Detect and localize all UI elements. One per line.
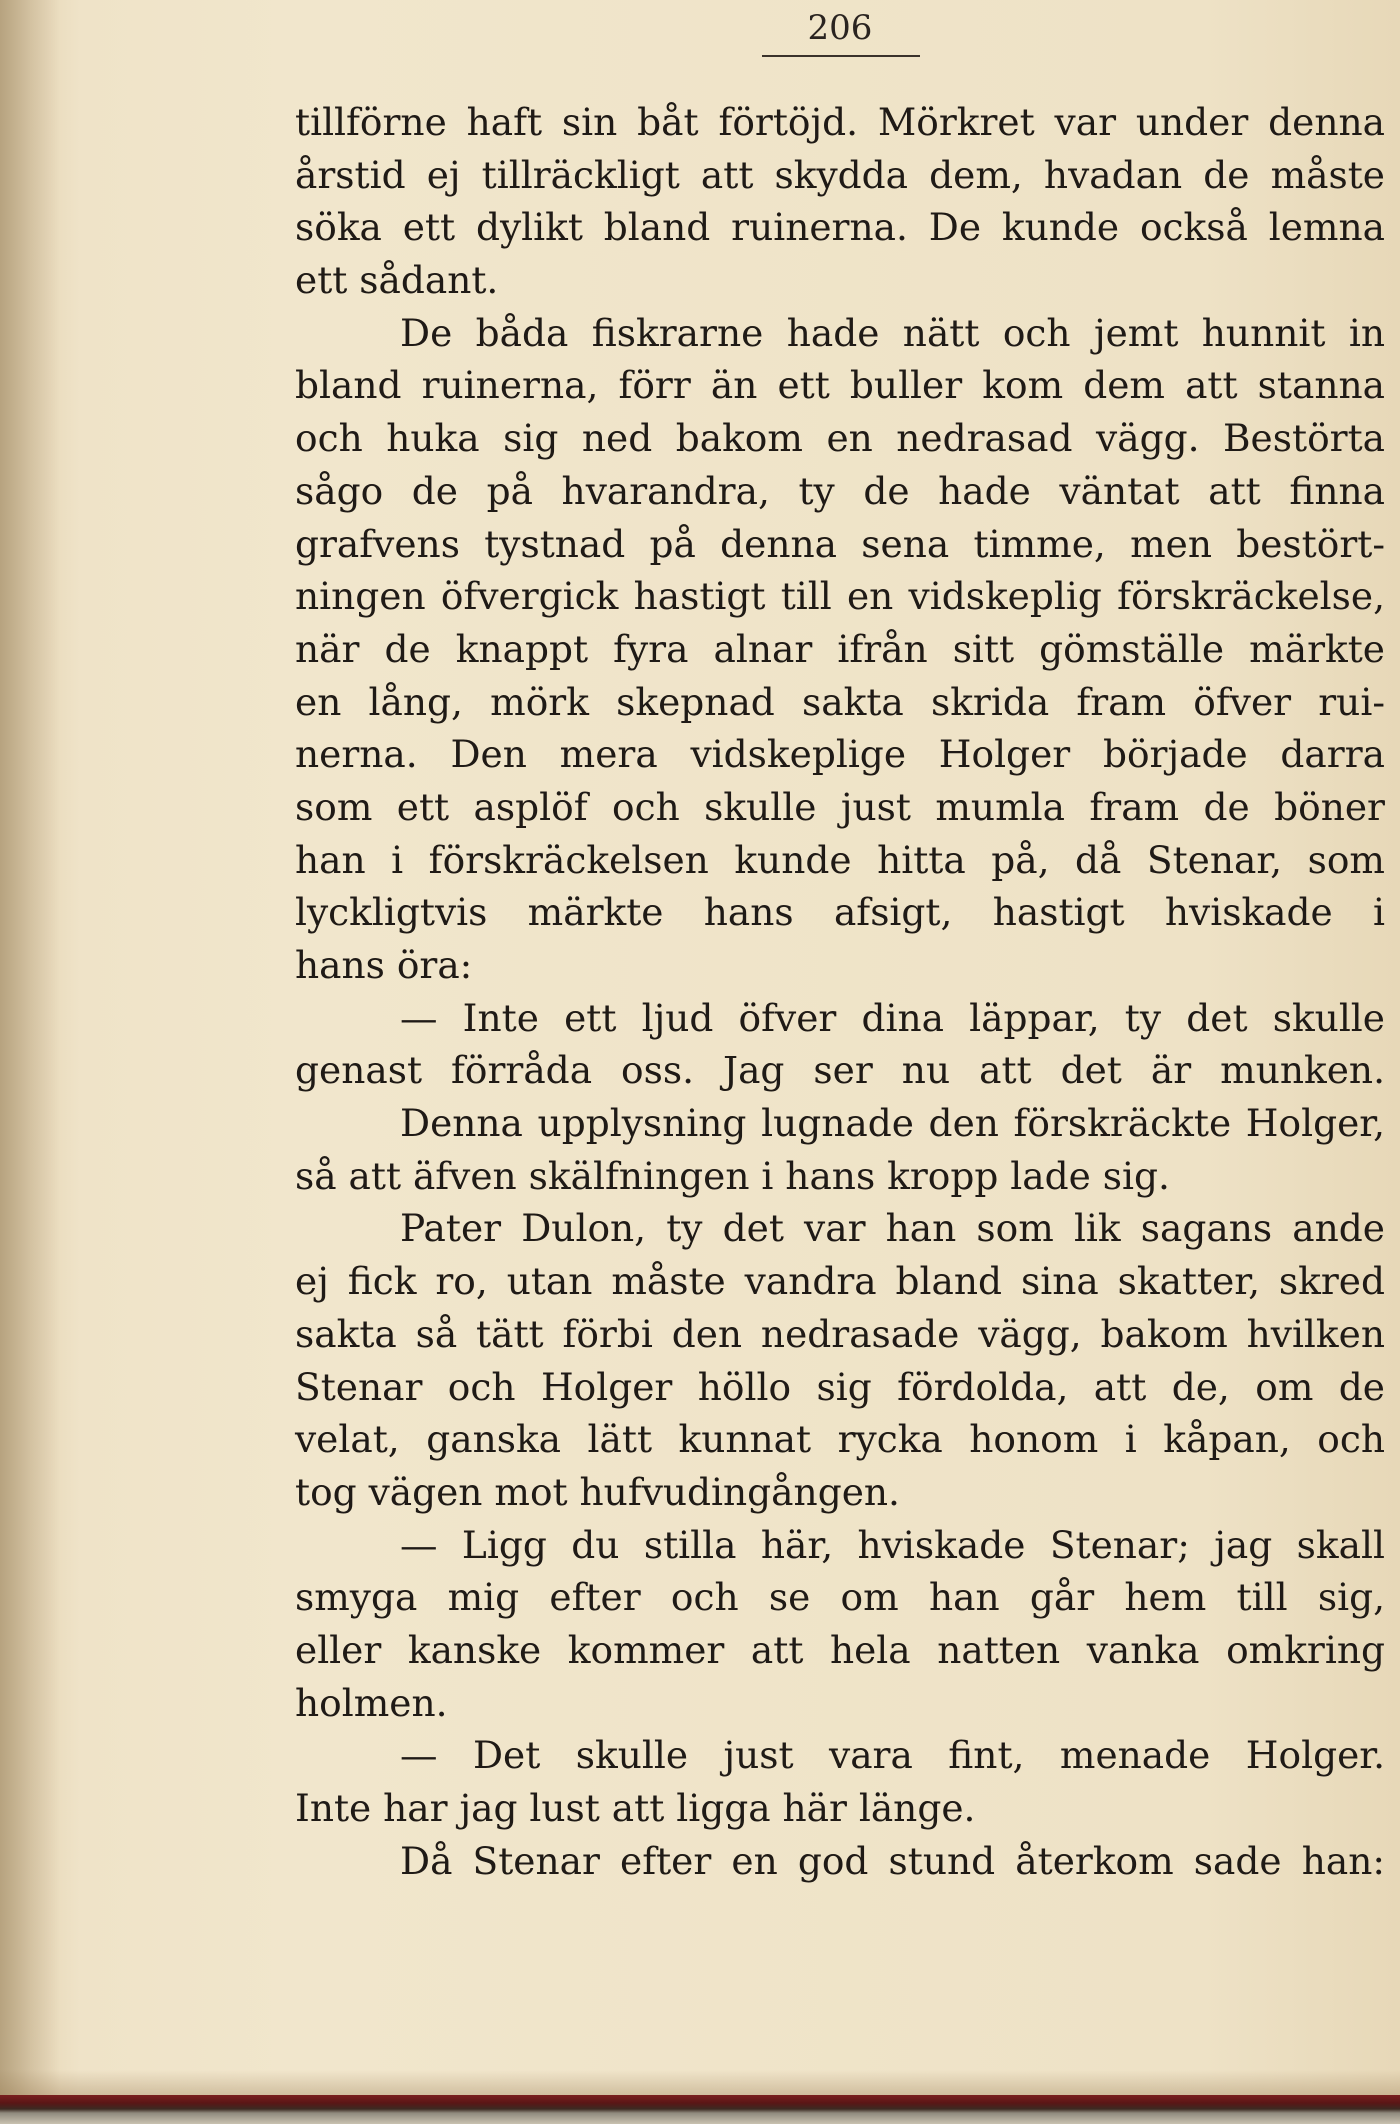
text-line: sakta så tätt förbi den nedrasade vägg, bakom hvilken (295, 1311, 1385, 1356)
text-line: när de knappt fyra alnar ifrån sitt gömställe märkte (295, 626, 1385, 671)
text-line: ej fick ro, utan måste vandra bland sina skatter, skred (295, 1259, 1385, 1304)
text-line: Då Stenar efter en god stund återkom sade han: (400, 1838, 1385, 1883)
text-line: velat, ganska lätt kunnat rycka honom i kåpan, och (295, 1417, 1385, 1462)
text-line: eller kanske kommer att hela natten vanka omkring (295, 1627, 1385, 1672)
text-line: en lång, mörk skepnad sakta skrida fram öfver rui- (295, 679, 1385, 724)
text-line: — Inte ett ljud öfver dina läppar, ty det skulle (400, 995, 1385, 1040)
text-line: Stenar och Holger höllo sig fördolda, att de, om de (295, 1364, 1385, 1409)
binding-shadow (0, 0, 60, 2124)
book-cover-edge (0, 2095, 1400, 2124)
text-line: — Ligg du stilla här, hviskade Stenar; jag skall (400, 1522, 1385, 1567)
text-line: tillförne haft sin båt förtöjd. Mörkret var under denna (295, 100, 1385, 144)
text-line: som ett asplöf och skulle just mumla fram de böner (295, 784, 1385, 829)
text-line: ett sådant. (295, 258, 499, 303)
text-line: genast förråda oss. Jag ser nu att det är munken. (295, 1048, 1385, 1093)
page-number-rule (762, 55, 920, 57)
text-line: bland ruinerna, förr än ett buller kom dem att stanna (295, 363, 1385, 408)
text-line: tog vägen mot hufvudingången. (295, 1469, 900, 1514)
body-text (295, 96, 1385, 1887)
text-line: Inte har jag lust att ligga här länge. (295, 1786, 976, 1830)
text-line: holmen. (295, 1680, 448, 1725)
text-line: grafvens tystnad på denna sena timme, men bestört- (295, 521, 1385, 566)
text-line: ningen öfvergick hastigt till en vidskeplig förskräckelse, (295, 574, 1385, 619)
text-line: Denna upplysning lugnade den förskräckte Holger, (400, 1101, 1385, 1146)
text-line: söka ett dylikt bland ruinerna. De kunde också lemna (295, 205, 1385, 250)
text-line: — Det skulle just vara fint, menade Holger. (400, 1733, 1385, 1778)
text-line: lyckligtvis märkte hans afsigt, hastigt hviskade i (295, 890, 1385, 935)
text-line: han i förskräckelsen kunde hitta på, då Stenar, som (295, 837, 1385, 882)
page-number: 206 (807, 8, 873, 48)
text-line: De båda fiskrarne hade nätt och jemt hunnit in (400, 310, 1385, 355)
text-line: Pater Dulon, ty det var han som lik sagans ande (400, 1206, 1385, 1251)
page-bottom-shadow (0, 2070, 1400, 2095)
text-line: nerna. Den mera vidskeplige Holger började darra (295, 732, 1385, 777)
text-line: årstid ej tillräckligt att skydda dem, hvadan de måste (295, 152, 1385, 197)
text-line: så att äfven skälfningen i hans kropp lade sig. (295, 1153, 1170, 1198)
text-line: hans öra: (295, 943, 473, 987)
text-line: smyga mig efter och se om han går hem till sig, (295, 1575, 1385, 1620)
text-line: och huka sig ned bakom en nedrasad vägg. Bestörta (295, 416, 1385, 461)
text-line: sågo de på hvarandra, ty de hade väntat att finna (295, 468, 1385, 513)
